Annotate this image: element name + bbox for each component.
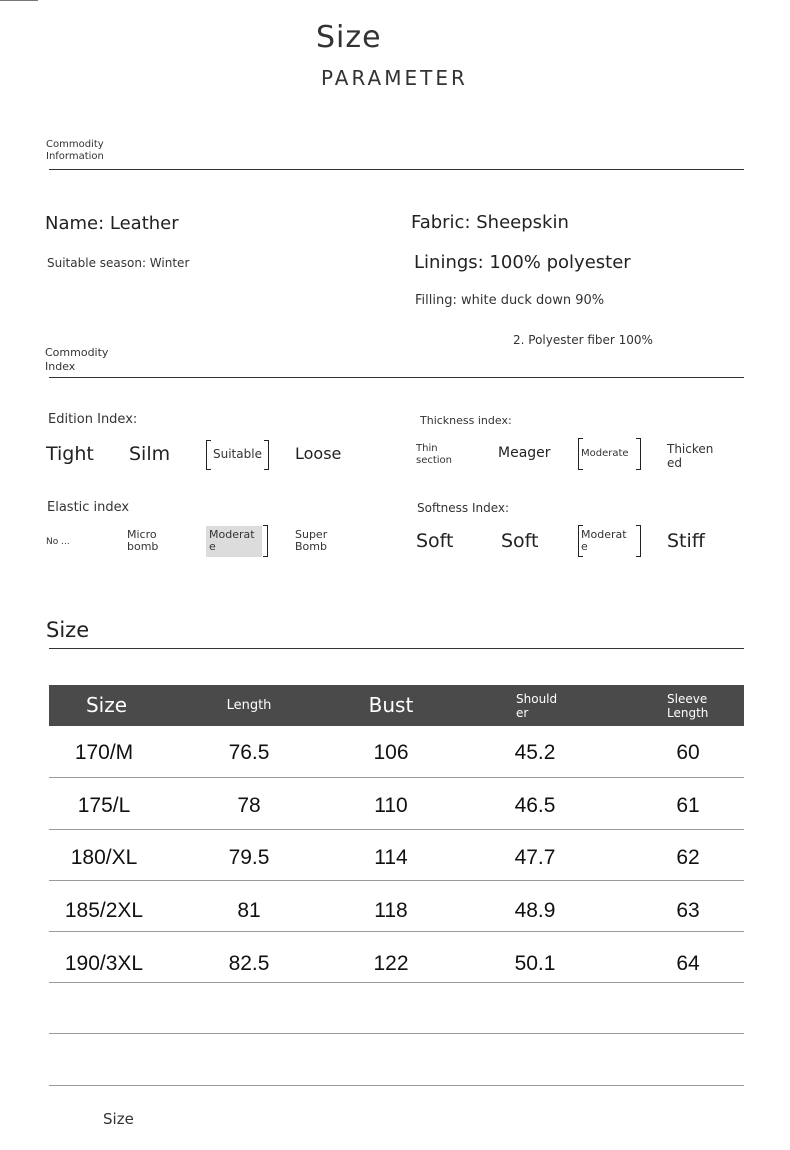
edition-option-suitable: Suitable [213,447,262,461]
page-title: Size [316,20,382,55]
product-filling-secondary: 2. Polyester fiber 100% [513,333,653,347]
cell-bust: 106 [373,741,409,764]
cell-length: 76.5 [228,741,270,764]
cell-size: 170/M [74,741,134,764]
selection-bracket-right [636,525,641,557]
product-linings: Linings: 100% polyester [414,252,631,273]
size-table-header [49,685,744,726]
selection-bracket-left [206,440,211,470]
cell-sleeve-length: 60 [676,741,700,764]
page-subtitle: PARAMETER [321,66,468,90]
cell-length: 81 [237,899,261,922]
product-name: Name: Leather [45,213,179,234]
elastic-option-micro-bomb: Micro bomb [127,528,159,553]
thickness-option-moderate: Moderate [581,448,629,459]
thickness-option-thickened: Thicken ed [667,442,714,470]
section-divider [49,169,744,170]
thickness-option-meager: Meager [498,445,551,461]
cell-shoulder: 47.7 [514,846,556,869]
cell-length: 79.5 [228,846,270,869]
cell-shoulder: 46.5 [514,794,556,817]
edition-option-tight: Tight [46,443,94,465]
selection-bracket-right [636,438,641,470]
section-divider [49,377,744,378]
commodity-information-heading: Commodity Information [46,139,104,162]
elastic-option-super-bomb: Super Bomb [295,528,328,553]
softness-option-soft-2: Soft [501,530,539,552]
title-divider [0,0,38,1]
cell-bust: 114 [374,846,408,869]
row-divider [49,982,744,983]
cell-size: 180/XL [70,846,138,869]
cell-sleeve-length: 62 [676,846,700,869]
edition-option-loose: Loose [295,444,342,463]
edition-option-silm: Silm [129,443,171,465]
row-divider [49,931,744,932]
thickness-option-thin: Thin section [416,443,453,466]
cell-length: 82.5 [228,952,270,975]
column-header-sleeve-length: Sleeve Length [667,692,709,720]
cell-bust: 122 [373,952,409,975]
cell-size: 185/2XL [64,899,144,922]
cell-sleeve-length: 64 [676,952,700,975]
row-divider [49,829,744,830]
cell-sleeve-length: 61 [676,794,700,817]
row-divider [49,1085,744,1086]
cell-length: 78 [237,794,261,817]
cell-size: 175/L [77,794,131,817]
row-divider [49,777,744,778]
thickness-index-label: Thickness index: [420,414,512,427]
softness-option-stiff: Stiff [667,530,705,552]
elastic-index-label: Elastic index [47,500,130,515]
column-header-bust: Bust [368,693,414,717]
cell-shoulder: 48.9 [514,899,556,922]
column-header-size: Size [85,693,128,717]
selection-bracket-right [263,525,268,557]
edition-index-label: Edition Index: [48,412,138,427]
row-divider [49,1033,744,1034]
softness-option-moderate: Moderat e [581,528,627,553]
cell-bust: 118 [374,899,408,922]
product-season: Suitable season: Winter [47,256,190,270]
softness-option-soft: Soft [416,530,454,552]
elastic-option-moderate: Moderat e [209,528,255,553]
selection-bracket-right [264,440,269,470]
product-filling: Filling: white duck down 90% [415,293,605,308]
cell-shoulder: 45.2 [514,741,556,764]
commodity-index-heading: Commodity Index [45,346,109,373]
section-divider [49,648,744,649]
row-divider [49,880,744,881]
cell-size: 190/3XL [64,952,144,975]
elastic-option-no: No ... [46,537,70,547]
cell-bust: 110 [374,794,408,817]
column-header-shoulder: Should er [516,692,558,720]
footer-size-label: Size [103,1110,134,1128]
product-fabric: Fabric: Sheepskin [411,212,569,233]
column-header-length: Length [226,698,272,713]
cell-sleeve-length: 63 [676,899,700,922]
cell-shoulder: 50.1 [514,952,556,975]
size-section-heading: Size [46,618,90,642]
softness-index-label: Softness Index: [417,501,510,515]
